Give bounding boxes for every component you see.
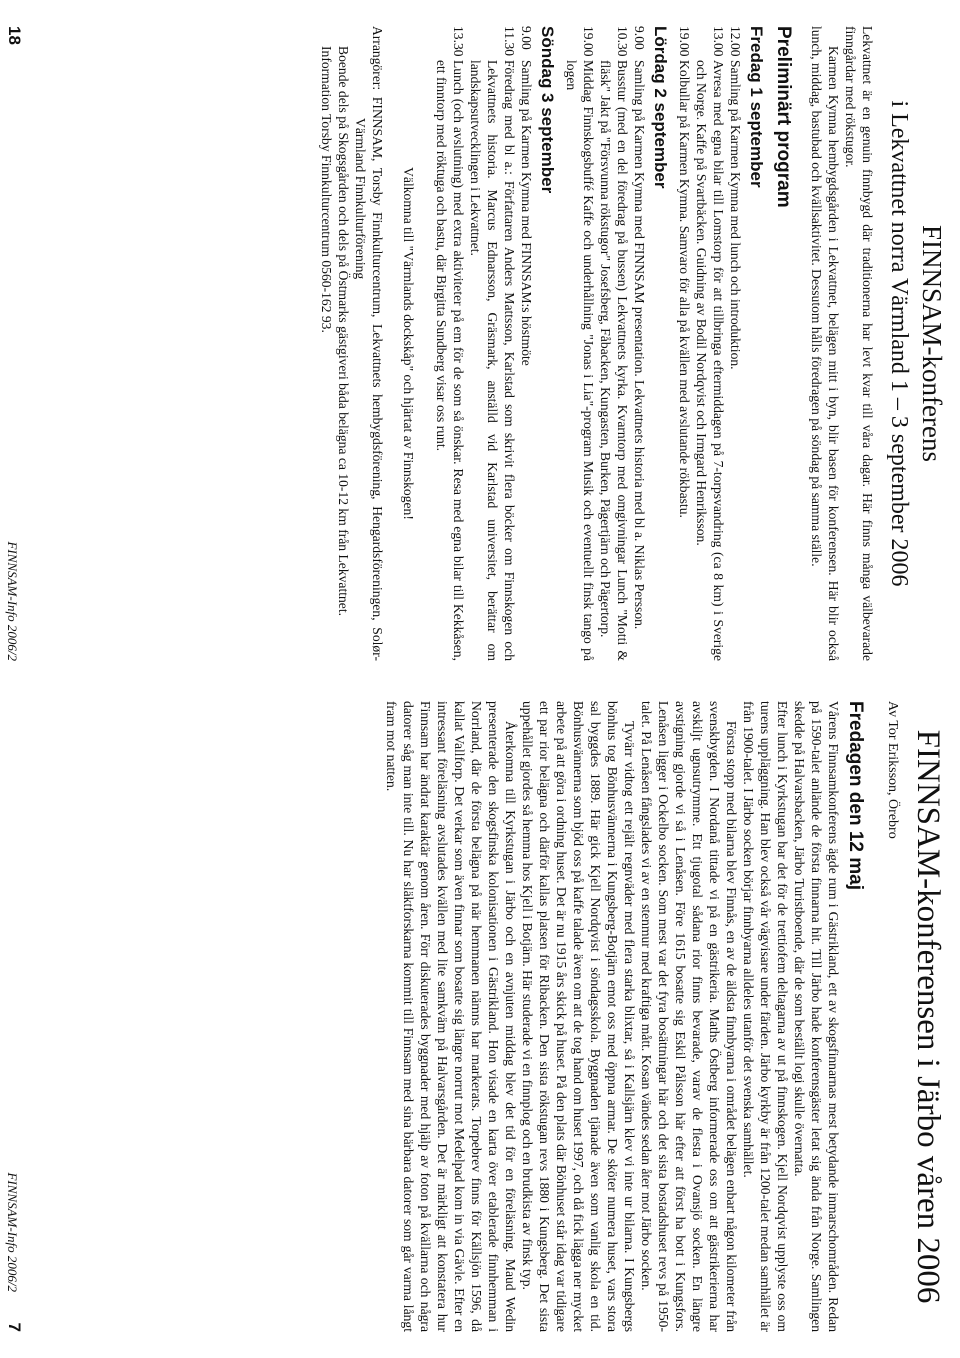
schedule-text: Samling på Karmen Kymna med lunch och introduktion. — [728, 60, 743, 370]
article-paragraph: Tyvärr vidtog ett rejält regnväder med flera starka blixtar, så i Kallsjärn klev vi inte ur bilarna. I Kungsbergs bönhus tog Bönhusvännerna i Kungsberg-Botjärn emot oss med öppna armar. De sköter numera huset, vars stora sal byggdes 1889. Här gick Kjell Nordqvist i söndagsskola. Byggnaden tjänade även som vanlig skola en tid. Bönhusvännerna som bjöd oss på kaffe talade även om att de tog hand om huset 1997, och då fick lägga ner mycket arbete på att göra i ordning huset. Det är nu 1915 års skick på huset. På den plats där Bönhuset står idag var tidigare ett par rior belägna och därför kallas platsen för Ribacken. Den sista rökstugan revs 1880 i Kungsberg. Det sista uppehållet gjordes så hemma hos Kjell i Botjärn. Här studerade vi en finnplog och en brudkista av finsk typ. — [520, 701, 637, 1332]
schedule-item — [467, 26, 518, 661]
article-paragraph: Första stopp med bilarna blev Finnås, en av de äldsta finnbyarna i området belägen enbart någon kilometer från svenskbygden. I Nordanå tittade vi på en gästrikeria. Maths Östberg informerade oss om att gästrikerierna har avskiljt ugnsutrymme. Ett tjugotal sådana rior finns bevarade, varav de flesta i Ovansjö socken. En längre avstigning gjorde vi så i Lenåsen. Före 1615 bosatte sig Eskil Pålsson här efter att först ha bott i Kungsfors. Lenåsen ligger i Ockelbo socken. Som mest var det fyra bosättningar här och det sista bostadshuset revs på 1950-talet. På Lenåsen fångslades vi av en stenmur med kraftiga mått. Kosan vändes sedan åter mot Järbo socken. — [639, 701, 739, 1332]
welcome-line: Välkomna till "Värmlands dockskåp" och hjärtat av Finnskogen! — [401, 167, 416, 520]
program-heading: Preliminärt program — [773, 26, 794, 208]
information-line: Information Torsby Finnkulturcentrum 0560-162 93. — [319, 46, 334, 333]
schedule-item — [433, 26, 467, 661]
schedule-item — [631, 26, 648, 661]
schedule-item — [693, 26, 727, 661]
day-saturday — [563, 26, 670, 661]
day-heading: Lördag 2 september — [651, 26, 670, 189]
right-journal-name: FINNSAM-Info 2006/2 — [5, 1172, 20, 1292]
schedule-item — [597, 26, 631, 661]
left-title-line1: FINNSAM-konferens — [917, 225, 947, 462]
schedule-item — [518, 26, 535, 661]
section-heading: Fredagen den 12 maj — [845, 701, 866, 891]
schedule-text: Föredrag med bl a.: Författaren Anders Mattsson, Karlstad som skrivit flera böcker om Finnskogen och Lekvattnets historia. Marcus Ednarsson, Gräsmark, anställd vid Karlstad universitet, berättar om landskapsutvecklingen i Lekvattnet. — [468, 60, 517, 661]
schedule-time: 12.00 — [728, 26, 743, 57]
schedule-item — [563, 26, 597, 661]
day-friday — [676, 26, 766, 661]
schedule-text: Busstur (med en del föredrag på bussen) Lekvattnets kyrka. Kvarntorp med omgivningar Lunch "Motti & fläsk" Jakt på "Försvunna rökstugor" Josefsberg, Fåbacken, Kungasten, Burken, Pägertjärn och Pägertorp. — [598, 60, 630, 661]
schedule-text: Avresa med egna bilar till Lomstorp för att tillbringa eftermiddagen på 7-torpsvandring (ca 8 km) i Sverige och Norge. Kaffe på Svartbäcken. Guidning av Bodil Nordqvist och Irmgard Henriksson. — [694, 60, 726, 661]
intro-paragraph: Lekvattnet är en genuin finnbygd där traditionerna har levt kvar till våra dagar. Här finns många välbevarade finngårdar med rökstugor. — [843, 26, 875, 661]
schedule-text: Samling på Karmen Kymna med FINNSAM presentation. Lekvattnets historia med bl a. Niklas Persson. — [632, 60, 647, 630]
schedule-time: 13.00 — [711, 26, 726, 57]
schedule-time: 10.30 — [615, 26, 630, 57]
right-page-number: 7 — [5, 1322, 24, 1332]
article-paragraph: Återkomna till Kyrkstugan i Järbo och en avnjuten middag blev det tid för en föreläsning. Maud Wedin presenterade den skogsfinska kolonisationen i Gästrikland. Hon visade en karta över etablerade finnhemman i Norrland, där de första belägna på när hemmanen nämns har markerats. Torpebrev finns för Källsjön 1596, då kallat Vallforp. Det verkar som även finnar som bosatte sig längre norrut mot Medelpad kom in via Gävle. Efter en intressant föreläsning avslutades kvällen med lite samkväm på Halvarsgården. Det är märkligt att konstatera hur Finnsam har ändrat karaktär genom åren. Förr diskuterades byggnader med hjälp av foton på kvällarna och några datorer såg man inte till. Nu har släktforskarna kommit till Finnsam med sina bärbara datorer som går varma långt fram mot natten. — [384, 701, 518, 1332]
schedule-text: Middag Finnskogsbuffé Kaffe och underhållning "Jonas i Lia"-program Musik och eventuellt finsk tango på logen — [564, 60, 596, 661]
schedule-text: Kolbullar på Karmen Kymna. Samvaro för alla på kvällen med avslutande rökbastu. — [677, 60, 692, 518]
intro-paragraph-2: Karmen Kymna hembygdsgården i Lekvattnet, belägen mitt i byn, blir basen för konferensen. Här blir också lunch, middag, bastubad och kvällsaktivitet. Dessutom hålls föredragen på söndag på samma ställe. — [809, 26, 841, 661]
schedule-time: 9.00 — [519, 26, 534, 50]
left-journal-name: FINNSAM-Info 2006/2 — [5, 541, 20, 661]
schedule-text: Lunch (och avslutning) med extra aktiviteter på em för de som så önskar. Resa med egna bilar till Kekkåsen, ett finntorp med röktuga och bastu, där Birgitta Sundberg visar oss runt. — [434, 60, 466, 661]
schedule-time: 19.00 — [677, 26, 692, 57]
schedule-list — [676, 26, 744, 661]
day-heading: Fredag 1 september — [747, 26, 766, 188]
schedule-item — [676, 26, 693, 661]
byline: Av Tor Eriksson, Örebro — [885, 701, 900, 839]
article-paragraph: Vårens Finnsamkonferens ägde rum i Gästrikland, ett av skogsfinnarnas mest betydande inmarschområden. Redan på 1590-talet anlände de första finnarna hit. Till Järbo hade konferensgäster letat sig ända från Norge. Samlingen skedde på Halvarsbacken, Järbo Turistboende, där de som beställt logi skulle övernatta. — [792, 701, 841, 1332]
left-title-line2: i Lekvattnet norra Värmland 1 – 3 september 2006 — [886, 100, 912, 587]
arranger-block — [352, 26, 386, 661]
schedule-time: 19.00 — [581, 26, 596, 57]
arranger-text: FINNSAM, Torsby Finnkulturcentrum, Lekvattnets hembygdsförening, Hengardsföreningen, Solør-Värmland Finnkulturförening — [353, 96, 385, 661]
schedule-list — [563, 26, 648, 661]
schedule-item — [727, 26, 744, 661]
right-page — [0, 679, 960, 1358]
article-paragraph: Efter lunch i Kyrkstugan bar det för de trettiofem deltagarna av ut på finnskogen. Kjell Nordqvist upplyste oss om turens uppläggning. Han blev också vår vägvisare under färden. Järbo kyrkby är från 1200-talet medan samhället är från 1900-talet. I Järbo socken börjar finnbyarna alldeles utanför det svenska samhället. — [741, 701, 790, 1332]
right-title: FINNSAM-konferensen i Järbo våren 2006 — [910, 729, 946, 1304]
schedule-text: Samling på Karmen Kymna med FINNSAM:s höstmöte — [519, 60, 534, 366]
day-heading: Söndag 3 september — [538, 26, 557, 194]
day-sunday — [433, 26, 557, 661]
arranger-label: Arrangörer: — [370, 26, 385, 91]
schedule-time: 11.30 — [502, 26, 517, 57]
schedule-time: 9.00 — [632, 26, 647, 50]
schedule-time: 13.30 — [451, 26, 466, 57]
lodging-text: Boende dels på Skogsgården och dels på Östmarks gästgiveri båda belägna ca 10-12 km från Lekvattnet. — [336, 46, 351, 617]
left-page-number: 18 — [5, 26, 24, 45]
schedule-list — [433, 26, 535, 661]
